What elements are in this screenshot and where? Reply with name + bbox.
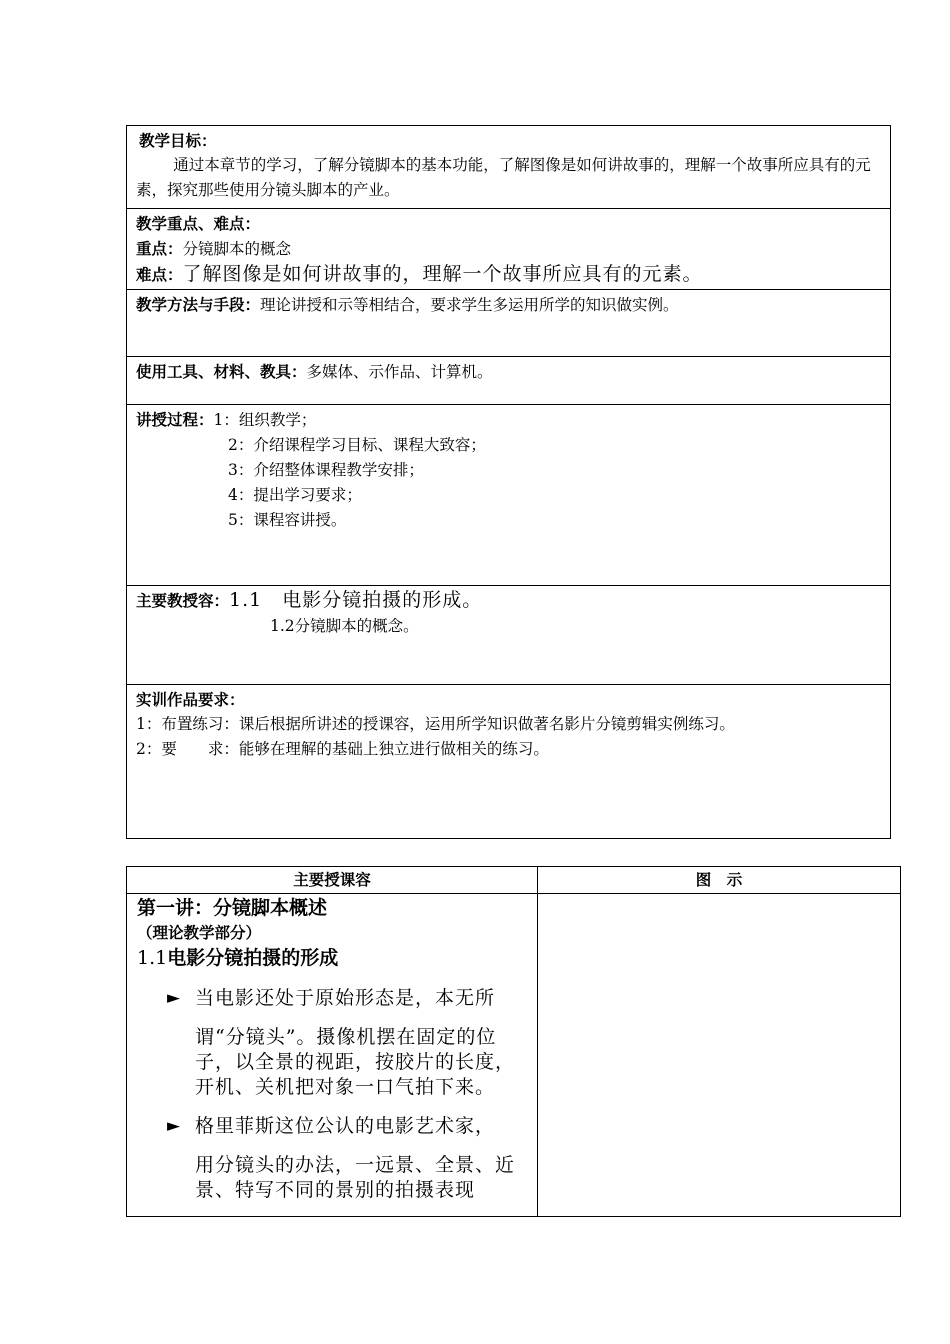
methods-text: 理论讲授和示等相结合，要求学生多运用所学的知识做实例。 (260, 296, 679, 314)
lecture-content-cell (127, 894, 538, 1217)
lesson-plan-table (126, 125, 891, 839)
bullet-text: 当电影还处于原始形态是，本无所 (195, 987, 496, 1009)
section-number: 1.1 (137, 947, 168, 969)
process-cell (127, 405, 891, 586)
lecture-table (126, 866, 901, 1217)
bullet-item (137, 986, 529, 1011)
content-cell (127, 586, 891, 685)
section-title (137, 944, 529, 972)
process-step: 4：提出学习要求； (228, 486, 362, 504)
key-points-cell (127, 209, 891, 290)
bullet-triangle-icon: ► (167, 1116, 182, 1136)
bullet-triangle-icon: ► (167, 988, 182, 1008)
practice-line: 1：布置练习：课后根据所讲述的授课容，运用所学知识做著名影片分镜剪辑实例练习。 (136, 715, 735, 733)
process-step: 2：介绍课程学习目标、课程大致容； (228, 436, 486, 454)
content-label: 主要教授容： (136, 591, 230, 610)
content-row (127, 586, 891, 685)
header-main-content: 主要授课容 (127, 867, 538, 894)
header-figure: 图 示 (538, 867, 901, 894)
practice-cell (127, 685, 891, 839)
tools-label: 使用工具、材料、教具： (136, 362, 307, 381)
goal-title: 教学目标： (139, 131, 217, 150)
lecture-body-row (127, 894, 901, 1217)
process-step (136, 407, 881, 433)
lecture-title: 第一讲：分镜脚本概述 (137, 897, 328, 919)
practice-title: 实训作品要求： (136, 690, 245, 709)
methods-row (127, 290, 891, 357)
content-line (136, 588, 881, 614)
key-label: 重点： (136, 239, 183, 258)
tools-cell (127, 357, 891, 405)
bullet-text: 格里菲斯这位公认的电影艺术家， (195, 1115, 496, 1137)
key-points-title: 教学重点、难点： (136, 214, 261, 233)
content-item: 1.2分镜脚本的概念。 (270, 617, 419, 635)
tools-row (127, 357, 891, 405)
difficult-text: 了解图像是如何讲故事的，理解一个故事所应具有的元素。 (182, 263, 703, 285)
goal-row (127, 126, 891, 209)
key-text: 分镜脚本的概念 (182, 240, 292, 258)
goal-cell (127, 126, 891, 209)
key-points-row (127, 209, 891, 290)
key-point-line (136, 236, 881, 262)
bullet-continuation: 用分镜头的办法，一远景、全景、近景、特写不同的景别的拍摄表现 (195, 1154, 516, 1201)
figure-cell (538, 894, 901, 1217)
difficult-label: 难点： (136, 265, 183, 284)
process-row (127, 405, 891, 586)
section-title-text: 电影分镜拍摄的形成 (167, 947, 339, 969)
goal-text: 通过本章节的学习，了解分镜脚本的基本功能，了解图像是如何讲故事的，理解一个故事所应具有的元素，探究那些使用分镜头脚本的产业。 (136, 156, 871, 199)
process-step-text: 1：组织教学； (213, 411, 317, 429)
difficult-point-line (136, 262, 881, 288)
process-label: 讲授过程： (136, 410, 214, 429)
bullet-continuation: 谓“分镜头”。摄像机摆在固定的位子，以全景的视距，按胶片的长度，开机、关机把对象一口气拍下来。 (195, 1026, 516, 1098)
lecture-subtitle: （理论教学部分） (137, 923, 262, 942)
process-step: 5：课程容讲授。 (228, 511, 347, 529)
content-item: 1.1 电影分镜拍摄的形成。 (229, 589, 483, 611)
bullet-item (137, 1114, 529, 1139)
lecture-header-row (127, 867, 901, 894)
tools-text: 多媒体、示作品、计算机。 (306, 363, 493, 381)
methods-cell (127, 290, 891, 357)
process-step: 3：介绍整体课程教学安排； (228, 461, 424, 479)
methods-label: 教学方法与手段： (136, 295, 261, 314)
practice-line: 2：要 求：能够在理解的基础上独立进行做相关的练习。 (136, 740, 549, 758)
practice-row (127, 685, 891, 839)
